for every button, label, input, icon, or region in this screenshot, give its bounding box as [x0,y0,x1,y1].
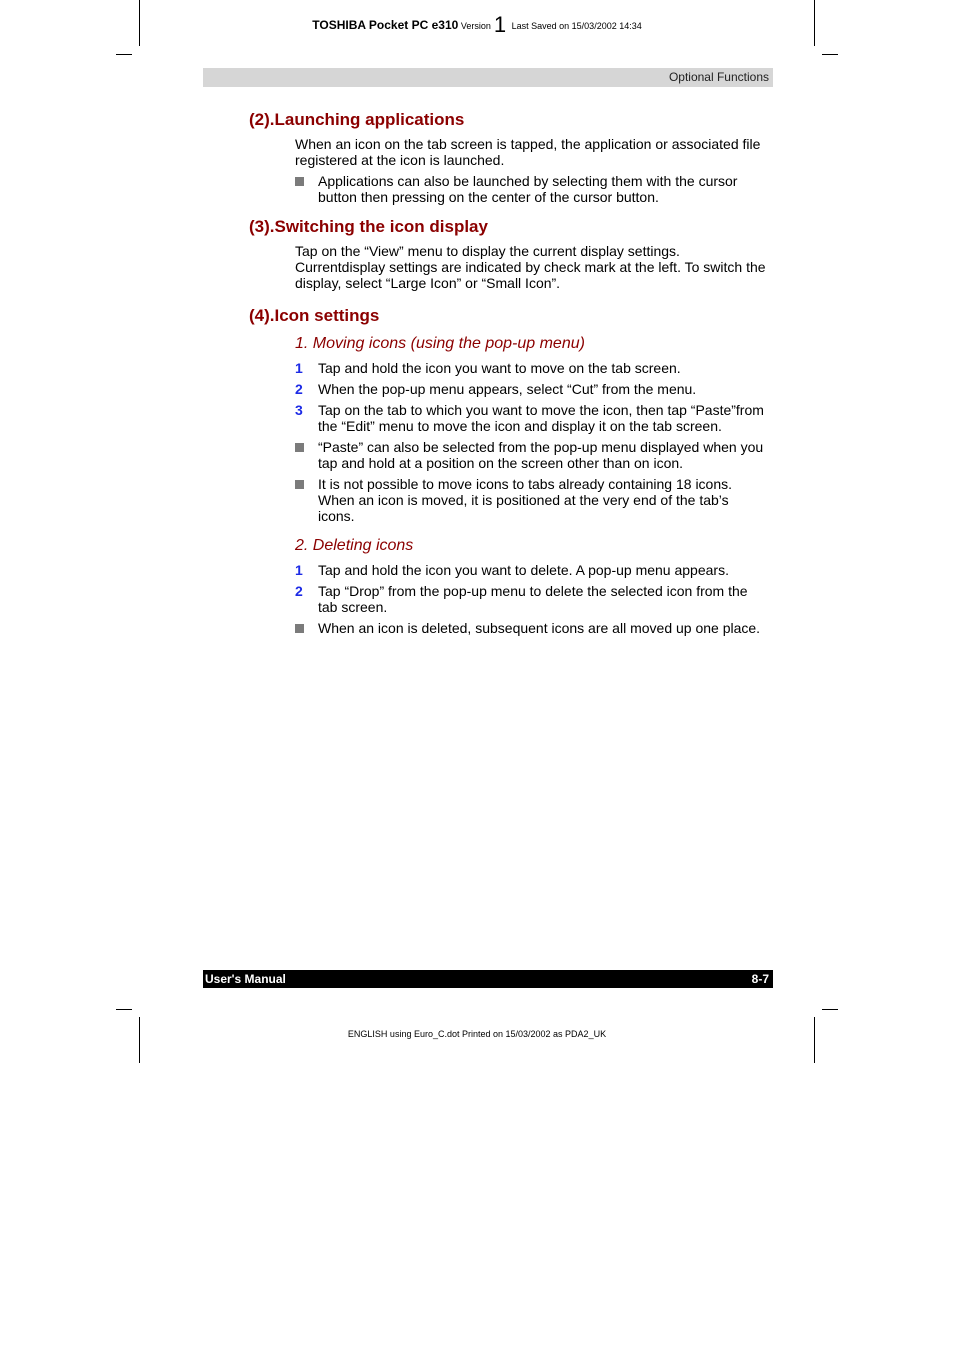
paragraph: When an icon on the tab screen is tapped, the application or associated file registered at the icon is launched. [295,136,761,168]
step-number: 1 [295,562,303,578]
step-item [249,360,769,376]
bullet-square-icon [295,624,304,633]
step-text: When the pop-up menu appears, select “Cut” from the menu. [318,381,697,397]
section-title: Optional Functions [668,70,769,84]
step-number: 3 [295,402,303,418]
note-text: It is not possible to move icons to tabs already containing 18 icons. When an icon is moved, it is positioned at the very end of the tab’s icons. [318,476,733,524]
crop-mark [814,1017,815,1063]
subheading-deleting-icons: 2. Deleting icons [295,537,414,554]
crop-mark [116,1009,132,1010]
crop-mark [139,1017,140,1063]
paragraph: Tap on the “View” menu to display the current display settings. Currentdisplay settings are indicated by check mark at the left. To switch the display, select “Large Icon” or “Small Icon”. [295,243,766,291]
header-brand: TOSHIBA Pocket PC e310 [312,18,459,32]
step-number: 2 [295,381,303,397]
page-number: 8-7 [751,972,769,986]
step-number: 1 [295,360,303,376]
step-text: Tap and hold the icon you want to move on the tab screen. [318,360,681,376]
subheading-moving-icons: 1. Moving icons (using the pop-up menu) [295,335,585,352]
step-item [249,402,769,434]
step-item [249,562,769,578]
page-content [249,110,769,636]
bullet-square-icon [295,443,304,452]
header-version-label: Version [460,21,491,31]
bullet-square-icon [295,480,304,489]
bullet-square-icon [295,177,304,186]
crop-mark [822,54,838,55]
step-item [249,381,769,397]
step-text: Tap “Drop” from the pop-up menu to delete the selected icon from the tab screen. [318,583,748,615]
step-item [249,583,769,615]
footer-manual-title: User's Manual [205,972,286,986]
note-item [249,439,769,471]
header-version-number: 1 [493,12,507,37]
section-band [203,68,773,87]
crop-mark [822,1009,838,1010]
heading-switching-icon-display: (3).Switching the icon display [249,217,488,236]
note-text: When an icon is deleted, subsequent icons are all moved up one place. [318,620,761,636]
footer-bar [203,970,773,988]
step-text: Tap and hold the icon you want to delete. A pop-up menu appears. [318,562,729,578]
print-info: ENGLISH using Euro_C.dot Printed on 15/03/2002 as PDA2_UK [347,1029,607,1039]
note-text: Applications can also be launched by selecting them with the cursor button then pressing on the center of the cursor button. [318,173,738,205]
header-last-saved: Last Saved on 15/03/2002 14:34 [511,21,642,31]
step-number: 2 [295,583,303,599]
crop-mark [116,54,132,55]
note-item [249,173,769,205]
note-text: “Paste” can also be selected from the pop-up menu displayed when you tap and hold at a position on the screen other than on icon. [318,439,764,471]
note-item [249,620,769,636]
document-header [0,12,954,38]
heading-launching-applications: (2).Launching applications [249,110,465,129]
note-item [249,476,769,524]
step-text: Tap on the tab to which you want to move the icon, then tap “Paste”from the “Edit” menu to move the icon and display it on the tab screen. [318,402,764,434]
heading-icon-settings: (4).Icon settings [249,306,380,325]
